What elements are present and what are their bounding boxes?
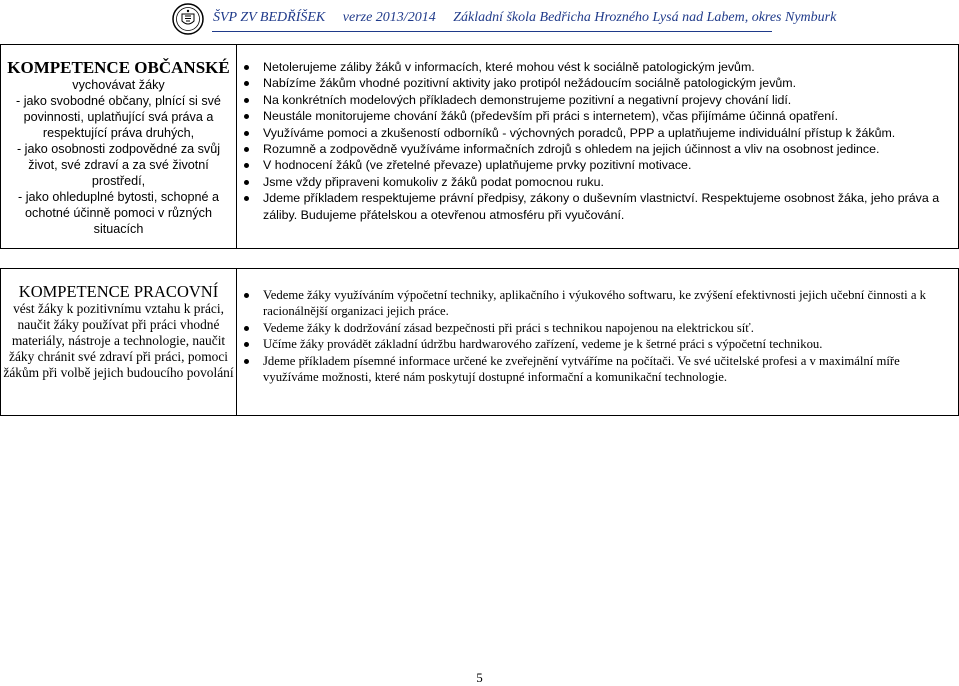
bullet-icon: [244, 359, 249, 364]
list-item-text: Využíváme pomoci a zkušeností odborníků - výchovných poradců, PPP a uplatňujeme individuální přístup k žákům.: [263, 125, 896, 140]
list-item-text: Jdeme příkladem písemné informace určené ke zveřejnění vytváříme na počítači. Ve své učitelské profesi a v maximální míře využíváme možnosti, které nám poskytují dostupné informační a komunikační technologie.: [263, 353, 900, 385]
list-item-text: V hodnocení žáků (ve zřetelné převaze) uplatňujeme prvky pozitivní motivace.: [263, 158, 692, 173]
list-item-text: Netolerujeme záliby žáků v informacích, které mohou vést k sociálně patologickým jevům.: [263, 60, 755, 74]
work-strategies-cell: [237, 269, 959, 416]
civic-competence-description: vychovávat žáky - jako svobodné občany, plnící si své povinnosti, uplatňující svá práva a respektující práva druhých, - jako osobnosti zodpovědné za svůj život, své zdraví a za své životní prostředí, - jako ohleduplné bytosti, schopné a ochotné účinně pomoci v různých situacích: [16, 78, 221, 236]
work-competence-heading: KOMPETENCE PRACOVNÍ: [18, 282, 219, 301]
bullet-icon: [244, 326, 249, 331]
list-item-text: Rozumně a zodpovědně využíváme informačních zdrojů s ohledem na jejich účinnost a vliv na osobnost jedince.: [263, 142, 880, 157]
bullet-icon: [244, 196, 249, 201]
bullet-icon: [244, 98, 249, 103]
work-competence-description: vést žáky k pozitivnímu vztahu k práci, naučit žáky používat při práci vhodné materiály, nástroje a technologie, naučit žáky chránit své zdraví při práci, pomoci žákům při volbě jejich budoucího povolání: [3, 301, 234, 380]
work-strategies-list: [241, 287, 952, 385]
header-version: verze 2013/2014: [342, 10, 436, 25]
header-program: ŠVP ZV BEDŘÍŠEK: [213, 10, 326, 25]
list-item: [241, 287, 952, 320]
bullet-icon: [244, 342, 249, 347]
list-item-text: Vedeme žáky využíváním výpočetní techniky, aplikačního i výukového softwaru, ke zvýšení efektivnosti jejich učební činnosti a k racionálnější organizaci jejich práce.: [263, 288, 926, 319]
list-item-text: Neustále monitorujeme chování žáků (především při práci s internetem), včas přijímáme účinná opatření.: [263, 109, 839, 124]
civic-strategies-list: [241, 59, 952, 223]
page-header: [0, 0, 959, 36]
civic-competence-cell: [1, 45, 237, 249]
civic-competence-table: [0, 44, 959, 249]
list-item-text: Učíme žáky provádět základní údržbu hardwarového zařízení, vedeme je k šetrné práci s výpočetní technikou.: [263, 337, 823, 352]
bullet-icon: [244, 65, 249, 70]
list-item: [241, 141, 952, 157]
bullet-icon: [244, 131, 249, 136]
list-item: [241, 353, 952, 386]
list-item: [241, 92, 952, 108]
bullet-icon: [244, 147, 249, 152]
school-emblem-icon: [172, 3, 204, 35]
list-item-text: Jdeme příkladem respektujeme právní předpisy, zákony o duševním vlastnictví. Respektujeme osobnost žáka, jeho práva a záliby. Budujeme přátelskou a otevřenou atmosféru při vyučování.: [263, 191, 940, 222]
work-competence-cell: [1, 269, 237, 416]
list-item: [241, 174, 952, 190]
list-item-text: Jsme vždy připraveni komukoliv z žáků podat pomocnou ruku.: [263, 174, 604, 189]
civic-strategies-cell: [237, 45, 959, 249]
header-school: Základní škola Bedřicha Hrozného Lysá nad Labem, okres Nymburk: [453, 10, 837, 25]
page-number: 5: [476, 670, 483, 685]
list-item: [241, 190, 952, 223]
list-item-text: Vedeme žáky k dodržování zásad bezpečnosti při práci s technikou napojenou na elektrickou síť.: [263, 320, 754, 335]
list-item: [241, 108, 952, 124]
bullet-icon: [244, 163, 249, 168]
header-divider: [212, 31, 772, 32]
list-item-text: Na konkrétních modelových příkladech demonstrujeme pozitivní a negativní projevy chování lidí.: [263, 92, 792, 107]
list-item: [241, 125, 952, 141]
list-item: [241, 157, 952, 173]
list-item: [241, 75, 952, 91]
list-item: [241, 320, 952, 336]
work-competence-table: [0, 268, 959, 416]
list-item: [241, 336, 952, 352]
bullet-icon: [244, 114, 249, 119]
list-item-text: Nabízíme žákům vhodné pozitivní aktivity jako protipól nežádoucím sociálně patologickým jevům.: [263, 76, 797, 91]
bullet-icon: [244, 180, 249, 185]
list-item: [241, 59, 952, 75]
header-title: [213, 10, 850, 26]
bullet-icon: [244, 81, 249, 86]
civic-competence-heading: KOMPETENCE OBČANSKÉ: [7, 58, 230, 77]
bullet-icon: [244, 293, 249, 298]
